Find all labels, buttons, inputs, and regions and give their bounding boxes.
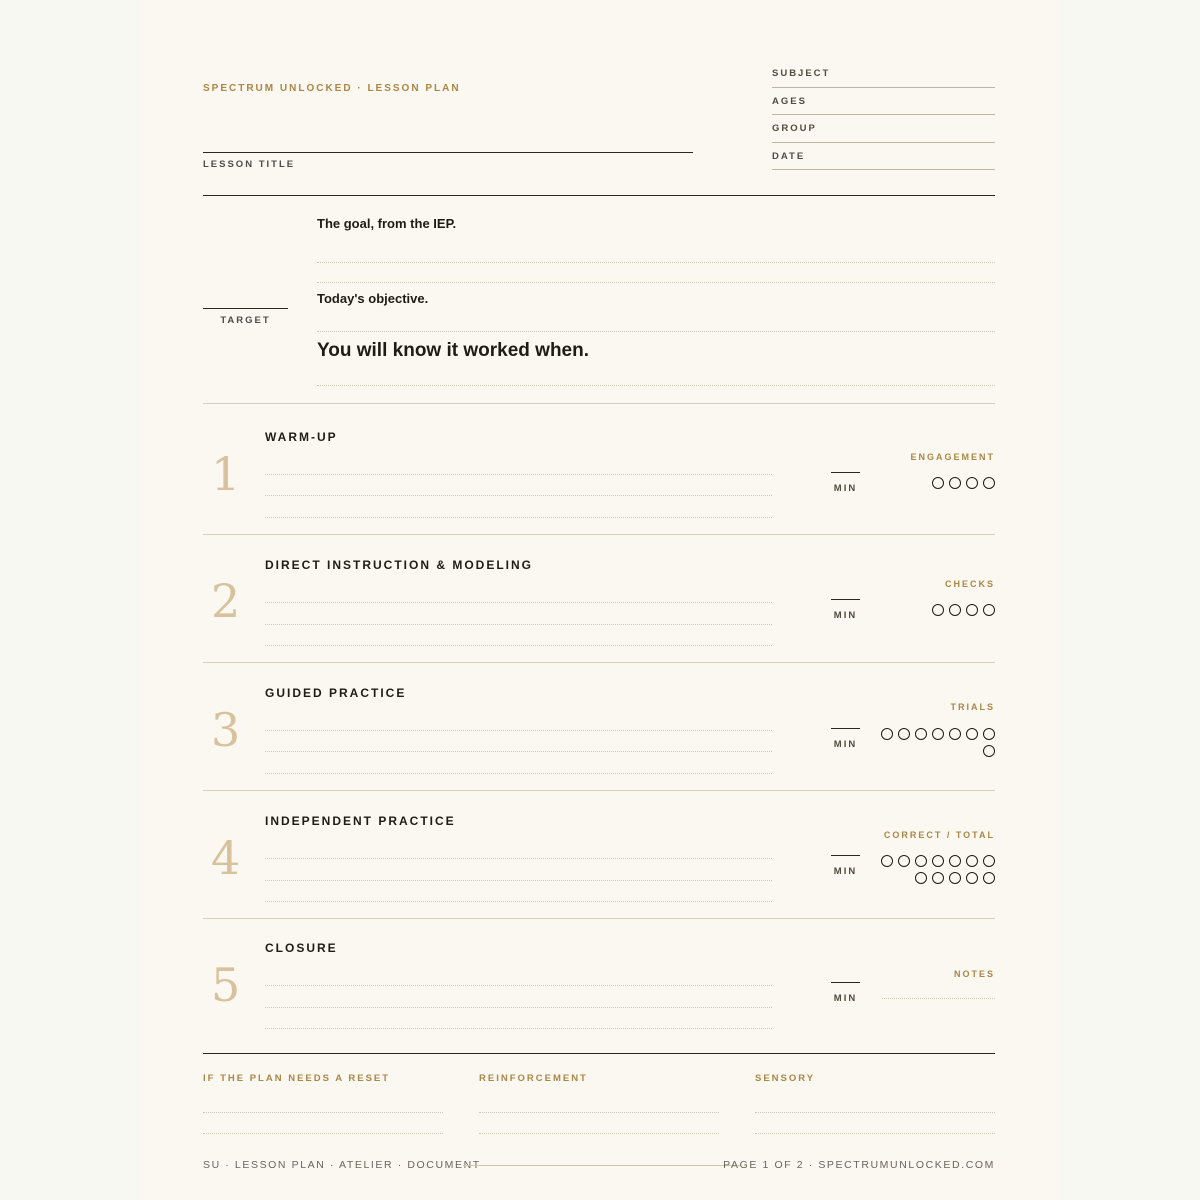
- iep-goal-line-1[interactable]: [317, 262, 995, 263]
- section-title: CLOSURE: [265, 941, 338, 955]
- tracker-circle[interactable]: [932, 728, 944, 740]
- notes-line[interactable]: [265, 517, 772, 518]
- tracker-circle[interactable]: [915, 872, 927, 884]
- notes-line[interactable]: [265, 751, 772, 752]
- notes-line[interactable]: [265, 858, 772, 859]
- notes-line[interactable]: [265, 1028, 772, 1029]
- minutes-field[interactable]: [831, 982, 860, 983]
- tracker-label: CHECKS: [944, 579, 995, 589]
- checks-tracker: [875, 604, 995, 616]
- tracker-circle[interactable]: [983, 604, 995, 616]
- group-field[interactable]: [772, 142, 995, 143]
- bottom-divider: [203, 1053, 995, 1054]
- tracker-circle[interactable]: [983, 477, 995, 489]
- tracker-circle[interactable]: [966, 728, 978, 740]
- trials-tracker: [875, 728, 995, 757]
- objective-prompt: Today's objective.: [317, 291, 429, 306]
- footer-right: PAGE 1 OF 2 · SPECTRUMUNLOCKED.COM: [723, 1159, 995, 1171]
- lesson-plan-page: [140, 0, 1060, 1200]
- header-divider: [203, 195, 995, 196]
- notes-line[interactable]: [265, 495, 772, 496]
- tracker-circle[interactable]: [983, 728, 995, 740]
- tracker-label: TRIALS: [950, 702, 995, 712]
- target-divider: [203, 403, 995, 404]
- section-divider: [203, 918, 995, 919]
- section-number: 1: [211, 447, 241, 501]
- reset-plan-label: IF THE PLAN NEEDS A RESET: [203, 1073, 391, 1084]
- lesson-title-line[interactable]: [203, 152, 693, 153]
- tracker-circle[interactable]: [966, 855, 978, 867]
- lesson-title-label: LESSON TITLE: [203, 159, 296, 170]
- section-number: 5: [211, 958, 241, 1012]
- tracker-circle[interactable]: [949, 855, 961, 867]
- tracker-circle[interactable]: [966, 604, 978, 616]
- notes-line[interactable]: [265, 624, 772, 625]
- tracker-circle[interactable]: [898, 728, 910, 740]
- tracker-circle[interactable]: [966, 477, 978, 489]
- notes-line[interactable]: [265, 773, 772, 774]
- sensory-line[interactable]: [755, 1112, 995, 1113]
- target-label: TARGET: [220, 315, 271, 326]
- tracker-circle[interactable]: [932, 872, 944, 884]
- tracker-circle[interactable]: [949, 728, 961, 740]
- notes-line[interactable]: [265, 901, 772, 902]
- minutes-label: MIN: [833, 610, 858, 621]
- reinforcement-label: REINFORCEMENT: [479, 1073, 588, 1084]
- section-divider: [203, 534, 995, 535]
- tracker-circle[interactable]: [915, 728, 927, 740]
- sensory-line[interactable]: [755, 1133, 995, 1134]
- reinforcement-line[interactable]: [479, 1133, 719, 1134]
- ages-field[interactable]: [772, 114, 995, 115]
- objective-line[interactable]: [317, 331, 995, 332]
- minutes-label: MIN: [833, 866, 858, 877]
- tracker-circle[interactable]: [983, 872, 995, 884]
- minutes-label: MIN: [833, 993, 858, 1004]
- ages-label: AGES: [772, 96, 807, 107]
- section-title: WARM-UP: [265, 430, 338, 444]
- engagement-tracker: [875, 477, 995, 489]
- tracker-circle[interactable]: [949, 477, 961, 489]
- tracker-label: ENGAGEMENT: [910, 452, 995, 462]
- notes-line[interactable]: [265, 1007, 772, 1008]
- section-divider: [203, 790, 995, 791]
- notes-line[interactable]: [265, 880, 772, 881]
- tracker-circle[interactable]: [932, 604, 944, 616]
- tracker-circle[interactable]: [949, 604, 961, 616]
- target-rule: [203, 308, 288, 309]
- subject-label: SUBJECT: [772, 68, 831, 79]
- section-title: INDEPENDENT PRACTICE: [265, 814, 456, 828]
- section-number: 3: [211, 703, 241, 757]
- notes-line[interactable]: [265, 602, 772, 603]
- footer-left: SU · LESSON PLAN · ATELIER · DOCUMENT: [203, 1159, 481, 1171]
- tracker-circle[interactable]: [966, 872, 978, 884]
- minutes-label: MIN: [833, 483, 858, 494]
- notes-line[interactable]: [265, 730, 772, 731]
- iep-goal-prompt: The goal, from the IEP.: [317, 216, 457, 231]
- brand-title: SPECTRUM UNLOCKED · LESSON PLAN: [203, 83, 461, 94]
- section-divider: [203, 662, 995, 663]
- reset-plan-line[interactable]: [203, 1112, 443, 1113]
- success-criteria-prompt: You will know it worked when.: [317, 340, 590, 361]
- success-criteria-line[interactable]: [317, 385, 995, 386]
- minutes-field[interactable]: [831, 728, 860, 729]
- section-number: 2: [211, 574, 241, 628]
- tracker-circle[interactable]: [949, 872, 961, 884]
- section-title: DIRECT INSTRUCTION & MODELING: [265, 558, 533, 572]
- reset-plan-line[interactable]: [203, 1133, 443, 1134]
- correct-total-tracker: [875, 855, 995, 884]
- subject-field[interactable]: [772, 87, 995, 88]
- section-title: GUIDED PRACTICE: [265, 686, 407, 700]
- tracker-label: NOTES: [953, 969, 995, 979]
- tracker-circle[interactable]: [983, 855, 995, 867]
- minutes-field[interactable]: [831, 599, 860, 600]
- iep-goal-line-2[interactable]: [317, 282, 995, 283]
- date-field[interactable]: [772, 169, 995, 170]
- sensory-label: SENSORY: [755, 1073, 816, 1084]
- minutes-field[interactable]: [831, 472, 860, 473]
- notes-line[interactable]: [265, 645, 772, 646]
- tracker-circle[interactable]: [932, 855, 944, 867]
- tracker-label: CORRECT / TOTAL: [883, 830, 995, 840]
- tracker-circle[interactable]: [932, 477, 944, 489]
- notes-line[interactable]: [265, 474, 772, 475]
- group-label: GROUP: [772, 123, 817, 134]
- tracker-circle[interactable]: [983, 745, 995, 757]
- tracker-circle[interactable]: [881, 728, 893, 740]
- date-label: DATE: [772, 151, 806, 162]
- minutes-label: MIN: [833, 739, 858, 750]
- closure-notes-line[interactable]: [882, 998, 995, 999]
- notes-line[interactable]: [265, 985, 772, 986]
- minutes-field[interactable]: [831, 855, 860, 856]
- section-number: 4: [211, 831, 241, 885]
- tracker-circle[interactable]: [898, 855, 910, 867]
- tracker-circle[interactable]: [881, 855, 893, 867]
- tracker-circle[interactable]: [915, 855, 927, 867]
- reinforcement-line[interactable]: [479, 1112, 719, 1113]
